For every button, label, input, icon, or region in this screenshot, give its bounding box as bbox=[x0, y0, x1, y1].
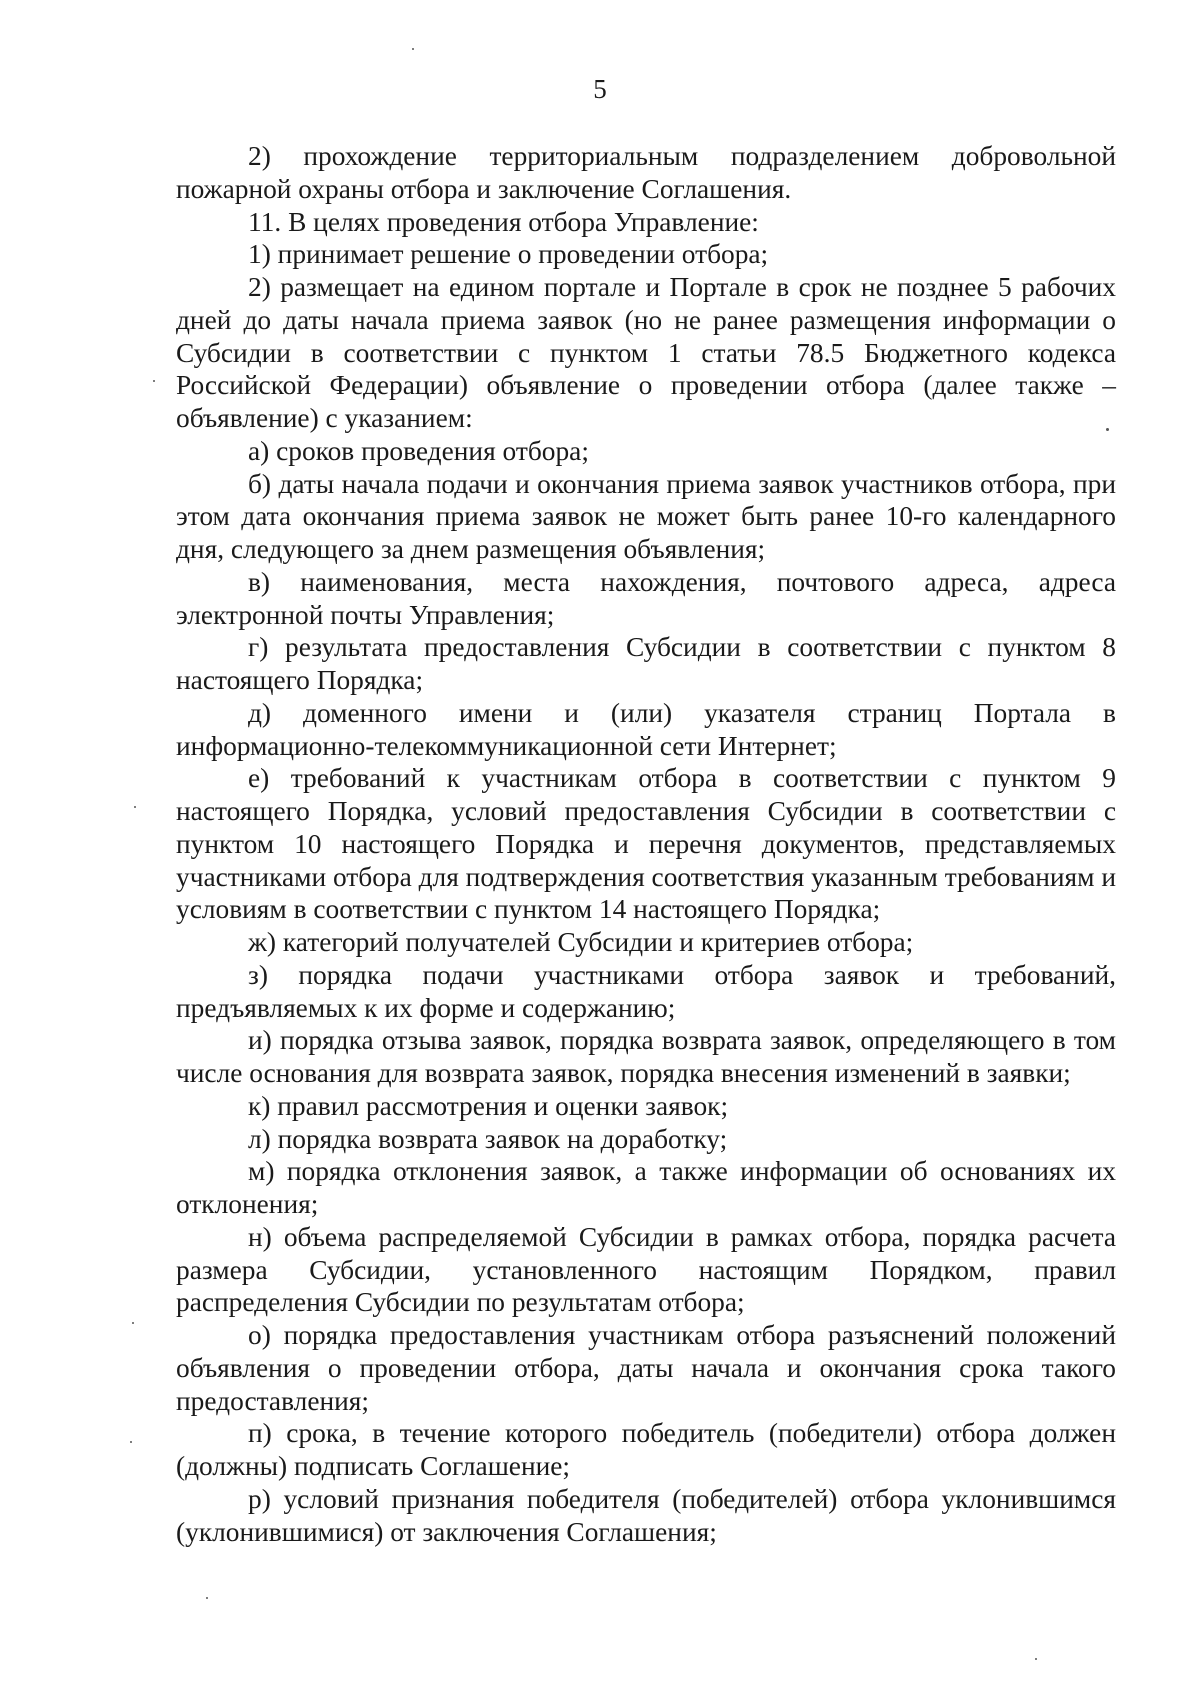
page-number: 5 bbox=[593, 74, 607, 104]
scan-speck bbox=[412, 48, 414, 50]
paragraph: в) наименования, места нахождения, почтового адреса, адреса электронной почты Управления; bbox=[176, 566, 1116, 630]
scan-speck bbox=[130, 1441, 132, 1443]
paragraph: р) условий признания победителя (победителей) отбора уклонившимся (уклонившимися) от заключения Соглашения; bbox=[176, 1483, 1116, 1547]
paragraph: 11. В целях проведения отбора Управление: bbox=[248, 206, 759, 237]
scan-speck bbox=[1035, 1658, 1037, 1660]
paragraph: б) даты начала подачи и окончания приема заявок участников отбора, при этом дата окончания приема заявок не может быть ранее 10-го календарного дня, следующего за днем размещения объявления; bbox=[176, 468, 1116, 564]
scan-speck bbox=[134, 806, 136, 808]
paragraph: п) срока, в течение которого победитель (победители) отбора должен (должны) подписать Соглашение; bbox=[176, 1418, 1116, 1481]
scan-speck bbox=[132, 1322, 134, 1324]
paragraph: а) сроков проведения отбора; bbox=[248, 435, 589, 466]
scan-speck bbox=[1106, 428, 1109, 431]
paragraph: е) требований к участникам отбора в соответствии с пунктом 9 настоящего Порядка, условий предоставления Субсидии в соответствии с пунктом 10 настоящего Порядка и перечня документов, представляемых участниками отбора для подтверждения соответствия указанным требованиям и условиям в соответствии с пунктом 14 настоящего Порядка; bbox=[176, 763, 1116, 925]
paragraph: о) порядка предоставления участникам отбора разъяснений положений объявления о проведении отбора, даты начала и окончания срока такого предоставления; bbox=[176, 1320, 1116, 1416]
paragraph: л) порядка возврата заявок на доработку; bbox=[248, 1123, 728, 1154]
paragraph: д) доменного имени и (или) указателя страниц Портала в информационно-телекоммуникационной сети Интернет; bbox=[176, 697, 1116, 761]
scan-speck bbox=[153, 380, 155, 382]
paragraph: 2) прохождение территориальным подразделением добровольной пожарной охраны отбора и заключение Соглашения. bbox=[176, 141, 1116, 204]
paragraph: к) правил рассмотрения и оценки заявок; bbox=[248, 1090, 729, 1121]
document-body bbox=[176, 140, 1116, 1548]
paragraph: м) порядка отклонения заявок, а также информации об основаниях их отклонения; bbox=[176, 1156, 1116, 1219]
scan-speck bbox=[206, 1597, 208, 1599]
paragraph: ж) категорий получателей Субсидии и критериев отбора; bbox=[248, 927, 914, 957]
paragraph: з) порядка подачи участниками отбора заявок и требований, предъявляемых к их форме и содержанию; bbox=[176, 959, 1116, 1023]
paragraph: и) порядка отзыва заявок, порядка возврата заявок, определяющего в том числе основания для возврата заявок, порядка внесения изменений в заявки; bbox=[176, 1025, 1116, 1088]
paragraph: н) объема распределяемой Субсидии в рамках отбора, порядка расчета размера Субсидии, установленного настоящим Порядком, правил распределения Субсидии по результатам отбора; bbox=[176, 1221, 1116, 1318]
paragraph: 1) принимает решение о проведении отбора; bbox=[248, 239, 769, 270]
paragraph: г) результата предоставления Субсидии в соответствии с пунктом 8 настоящего Порядка; bbox=[176, 632, 1116, 695]
paragraph: 2) размещает на едином портале и Портале в срок не позднее 5 рабочих дней до даты начала приема заявок (но не ранее размещения информации о Субсидии в соответствии с пунктом 1 статьи 78.5 Бюджетного кодекса Российской Федерации) объявление о проведении отбора (далее также – объявление) с указанием: bbox=[176, 272, 1116, 433]
